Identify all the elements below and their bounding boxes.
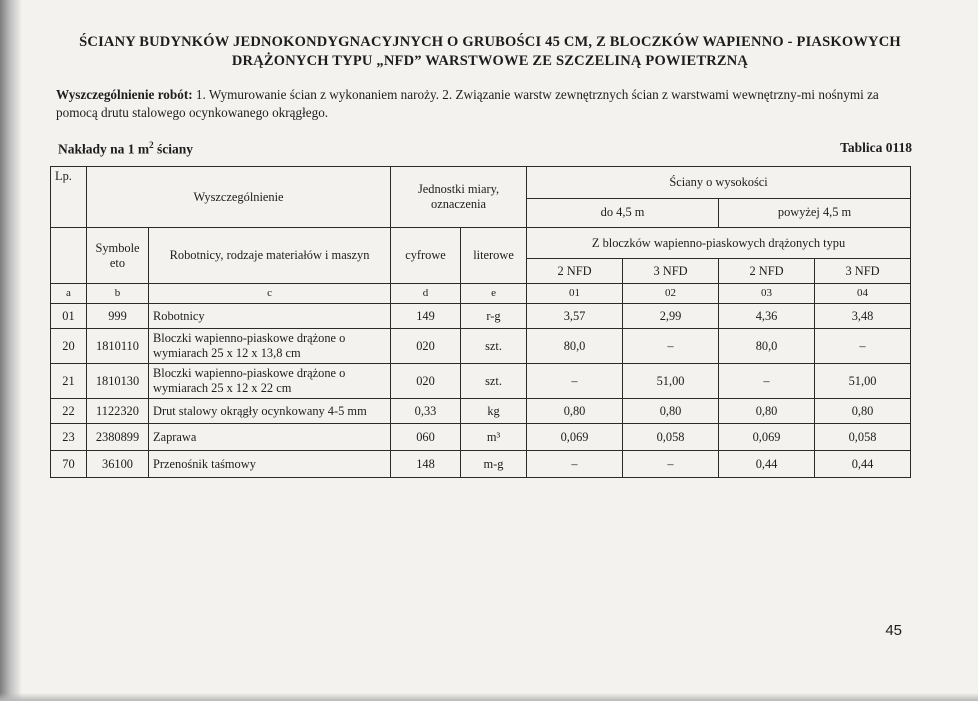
scope-label: Wyszczególnienie robót: <box>56 87 193 102</box>
row-literowe: m-g <box>461 451 527 478</box>
row-cyfrowe: 149 <box>391 304 461 329</box>
table-row <box>51 424 911 451</box>
row-value-03: 0,80 <box>719 399 815 424</box>
row-symbol: 1810130 <box>87 364 149 399</box>
row-cyfrowe: 060 <box>391 424 461 451</box>
row-lp: 23 <box>51 424 87 451</box>
row-value-04: 0,058 <box>815 424 911 451</box>
row-value-01: 0,80 <box>527 399 623 424</box>
header-powyzej-45: powyżej 4,5 m <box>719 198 911 227</box>
header-z-bloczkow: Z bloczków wapienno-piaskowych drążonych typu <box>527 228 911 259</box>
index-cell: c <box>149 284 391 304</box>
row-lp: 20 <box>51 329 87 364</box>
row-value-02: 0,80 <box>623 399 719 424</box>
header-row-1 <box>51 167 911 199</box>
row-lp: 01 <box>51 304 87 329</box>
table-row <box>51 304 911 329</box>
bottom-shadow <box>0 693 978 701</box>
header-sciany-wysokosci: Ściany o wysokości <box>527 167 911 199</box>
index-cell: e <box>461 284 527 304</box>
norms-table <box>50 166 911 478</box>
index-cell: 03 <box>719 284 815 304</box>
header-do-45: do 4,5 m <box>527 198 719 227</box>
row-value-02: 2,99 <box>623 304 719 329</box>
binding-shadow <box>0 0 22 701</box>
header-lp-blank <box>51 228 87 284</box>
index-cell: a <box>51 284 87 304</box>
row-desc: Robotnicy <box>149 304 391 329</box>
row-symbol: 1122320 <box>87 399 149 424</box>
header-cyfrowe: cyfrowe <box>391 228 461 284</box>
row-value-03: 4,36 <box>719 304 815 329</box>
norms-table-wrapper <box>50 166 910 478</box>
index-cell: 01 <box>527 284 623 304</box>
index-row <box>51 284 911 304</box>
naklady-heading <box>58 140 193 158</box>
page-title <box>40 33 940 71</box>
header-2nfd-a: 2 NFD <box>527 259 623 284</box>
row-value-04: 3,48 <box>815 304 911 329</box>
table-row <box>51 364 911 399</box>
row-symbol: 36100 <box>87 451 149 478</box>
title-line-2: DRĄŻONYCH TYPU „NFD” WARSTWOWE ZE SZCZELINĄ POWIETRZNĄ <box>231 53 749 69</box>
row-cyfrowe: 020 <box>391 329 461 364</box>
row-cyfrowe: 148 <box>391 451 461 478</box>
row-desc: Bloczki wapienno-piaskowe drążone o wymiarach 25 x 12 x 22 cm <box>149 364 391 399</box>
header-row-3 <box>51 228 911 259</box>
header-symbole: Symbole eto <box>87 228 149 284</box>
row-value-01: – <box>527 451 623 478</box>
row-value-03: 80,0 <box>719 329 815 364</box>
row-symbol: 999 <box>87 304 149 329</box>
header-jednostki: Jednostki miary, oznaczenia <box>391 167 527 228</box>
row-lp: 70 <box>51 451 87 478</box>
row-value-02: – <box>623 451 719 478</box>
row-value-02: 0,058 <box>623 424 719 451</box>
header-3nfd-b: 3 NFD <box>815 259 911 284</box>
row-literowe: kg <box>461 399 527 424</box>
header-wyszczegolnienie: Wyszczególnienie <box>87 167 391 228</box>
row-value-01: 80,0 <box>527 329 623 364</box>
row-symbol: 2380899 <box>87 424 149 451</box>
index-cell: 04 <box>815 284 911 304</box>
row-value-03: 0,44 <box>719 451 815 478</box>
row-value-04: 0,44 <box>815 451 911 478</box>
row-literowe: m³ <box>461 424 527 451</box>
scope-text: 1. Wymurowanie ścian z wykonaniem naroży. 2. Związanie warstw zewnętrznych ścian z warstwami wewnętrzny-mi nośnymi za pomocą drutu stalowego ocynkowanego okrągłego. <box>56 87 879 120</box>
header-lp: Lp. <box>51 167 87 228</box>
row-literowe: szt. <box>461 329 527 364</box>
scope-of-work <box>56 86 916 122</box>
row-value-04: 51,00 <box>815 364 911 399</box>
row-value-04: – <box>815 329 911 364</box>
naklady-suffix: ściany <box>153 141 194 157</box>
index-cell: b <box>87 284 149 304</box>
header-robotnicy-rodzaje: Robotnicy, rodzaje materiałów i maszyn <box>149 228 391 284</box>
row-value-03: – <box>719 364 815 399</box>
table-number: Tablica 0118 <box>840 140 912 155</box>
table-row <box>51 399 911 424</box>
row-cyfrowe: 020 <box>391 364 461 399</box>
row-symbol: 1810110 <box>87 329 149 364</box>
row-lp: 21 <box>51 364 87 399</box>
row-literowe: szt. <box>461 364 527 399</box>
table-row <box>51 329 911 364</box>
row-desc: Drut stalowy okrągły ocynkowany 4-5 mm <box>149 399 391 424</box>
header-2nfd-b: 2 NFD <box>719 259 815 284</box>
row-value-02: 51,00 <box>623 364 719 399</box>
row-desc: Zaprawa <box>149 424 391 451</box>
row-value-04: 0,80 <box>815 399 911 424</box>
index-cell: d <box>391 284 461 304</box>
index-cell: 02 <box>623 284 719 304</box>
row-desc: Przenośnik taśmowy <box>149 451 391 478</box>
naklady-prefix: Nakłady na 1 m <box>58 141 150 157</box>
row-value-03: 0,069 <box>719 424 815 451</box>
title-line-1: ŚCIANY BUDYNKÓW JEDNOKONDYGNACYJNYCH O GRUBOŚCI 45 CM, Z BLOCZKÓW WAPIENNO - PIASKOWYCH <box>79 34 901 50</box>
row-literowe: r-g <box>461 304 527 329</box>
row-value-01: 0,069 <box>527 424 623 451</box>
row-value-01: 3,57 <box>527 304 623 329</box>
page-number: 45 <box>885 622 902 639</box>
row-desc: Bloczki wapienno-piaskowe drążone o wymiarach 25 x 12 x 13,8 cm <box>149 329 391 364</box>
naklady-sup: 2 <box>149 140 154 150</box>
row-cyfrowe: 0,33 <box>391 399 461 424</box>
row-value-02: – <box>623 329 719 364</box>
table-row <box>51 451 911 478</box>
row-lp: 22 <box>51 399 87 424</box>
header-literowe: literowe <box>461 228 527 284</box>
row-value-01: – <box>527 364 623 399</box>
header-3nfd-a: 3 NFD <box>623 259 719 284</box>
